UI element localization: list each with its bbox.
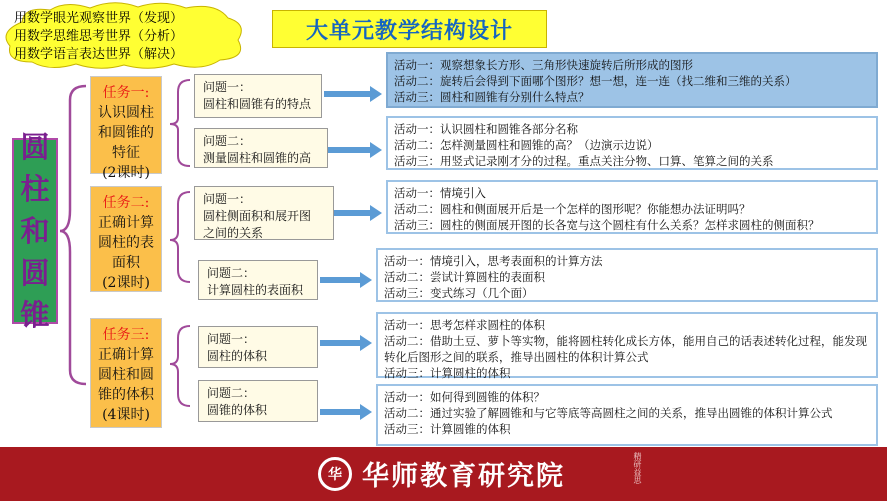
activity-item: 活动一：认识圆柱和圆锥各部分名称 — [394, 122, 578, 136]
question-2-1: 问题一： 圆柱侧面积和展开图 之间的关系 — [194, 186, 334, 240]
activities-2-2 — [376, 248, 878, 302]
activities-1-1 — [386, 52, 878, 108]
question-1-2: 问题二： 测量圆柱和圆锥的高 — [194, 128, 328, 168]
task-3-body: 正确计算 圆柱和圆 锥的体积 (4课时) — [98, 347, 154, 423]
question-1-1: 问题一： 圆柱和圆锥有的特点 — [194, 74, 322, 118]
cloud-line: 用数学语言表达世界（解决） — [14, 47, 184, 62]
institute-name: 华师教育研究院 — [362, 460, 565, 492]
page-title: 大单元教学结构设计 — [272, 10, 547, 48]
cloud-line: 用数学思维思考世界（分析） — [14, 29, 184, 44]
activity-item: 活动三：计算圆柱的体积 — [384, 366, 511, 380]
task3-brace — [170, 326, 190, 406]
activity-item: 活动二：圆柱和侧面展开后是一个怎样的图形呢？你能想办法证明吗？ — [394, 202, 751, 216]
task1-brace — [170, 80, 190, 166]
activity-item: 活动一：如何得到圆锥的体积？ — [384, 390, 545, 404]
activity-item: 活动三：圆柱的侧面展开图的长各宽与这个圆柱有什么关系？怎样求圆柱的侧面积？ — [394, 218, 820, 232]
activity-item: 活动三：计算圆锥的体积 — [384, 422, 511, 436]
activities-3-1 — [376, 312, 878, 378]
topic-char: 和 — [20, 214, 50, 248]
task-3-box — [90, 318, 162, 428]
task-1-body: 认识圆柱 和圆锥的 特征 (2课时) — [98, 105, 154, 181]
topic-char: 锥 — [20, 298, 50, 332]
activities-3-2 — [376, 384, 878, 446]
question-2-2: 问题二： 计算圆柱的表面积 — [198, 260, 318, 300]
activity-item: 活动一：观察想象长方形、三角形快速旋转后所形成的图形 — [394, 58, 693, 72]
task-3-name: 任务三: — [102, 327, 150, 343]
activities-2-1 — [386, 180, 878, 234]
activity-item: 活动三：变式练习（几个面） — [384, 286, 534, 300]
activities-1-2 — [386, 116, 878, 170]
topic-char: 柱 — [20, 172, 50, 206]
arrows — [320, 86, 382, 420]
institute-logo-icon: 华 — [318, 457, 352, 491]
task-2-box — [90, 186, 162, 292]
topic-char: 圆 — [20, 130, 50, 164]
activity-item: 活动二：怎样测量圆柱和圆锥的高？（边演示边说） — [394, 138, 659, 152]
task-1-box — [90, 76, 162, 181]
activity-item: 活动二：通过实验了解圆锥和与它等底等高圆柱之间的关系，推导出圆锥的体积计算公式 — [384, 406, 833, 420]
activity-item: 活动二：尝试计算圆柱的表面积 — [384, 270, 545, 284]
activity-item: 活动一：情境引入 — [394, 186, 486, 200]
task-2-body: 正确计算 圆柱的表 面积 (2课时) — [98, 215, 154, 291]
activity-item: 活动三：圆柱和圆锥有分别什么特点？ — [394, 90, 590, 104]
task2-brace — [170, 192, 190, 282]
activity-item: 活动二：旋转后会得到下面哪个图形？想一想，连一连（找二维和三维的关系） — [394, 74, 797, 88]
question-3-1: 问题一： 圆柱的体积 — [198, 326, 318, 368]
cloud-text — [14, 10, 234, 64]
task-1-name: 任务一: — [102, 85, 150, 101]
topic-char: 圆 — [20, 256, 50, 290]
topic-box — [12, 130, 58, 332]
activity-item: 活动一：思考怎样求圆柱的体积 — [384, 318, 545, 332]
cloud-line: 用数学眼光观察世界（发现） — [14, 11, 184, 26]
activity-item: 活动三：用竖式记录刚才分的过程。重点关注分物、口算、笔算之间的关系 — [394, 154, 774, 168]
question-3-2: 问题二： 圆锥的体积 — [198, 380, 318, 422]
topic-brace — [60, 86, 86, 384]
seal-text: 精研益思 — [633, 452, 642, 484]
activity-item: 活动二：借助土豆、萝卜等实物，能将圆柱转化成长方体，能用自己的话表述转化过程，能发现转化后图形之间的联系，推导出圆柱的体积计算公式 — [384, 334, 867, 364]
activity-item: 活动一：情境引入，思考表面积的计算方法 — [384, 254, 603, 268]
task-2-name: 任务二: — [102, 195, 150, 211]
